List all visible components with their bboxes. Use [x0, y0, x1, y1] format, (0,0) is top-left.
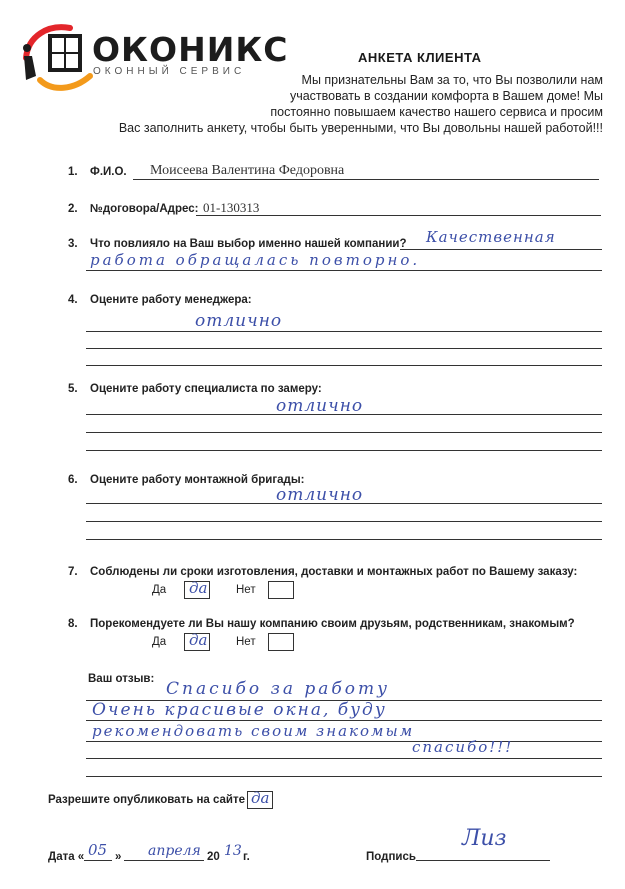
logo-mark-icon: [18, 18, 98, 93]
publish-mark: да: [251, 789, 270, 807]
brand-name: ОКОНИКС: [92, 30, 289, 69]
q3-answer-line-1[interactable]: Качественная: [426, 228, 556, 246]
q6-line-3: [86, 539, 602, 540]
date-year-prefix: 20: [207, 851, 220, 863]
brand-tagline: ОКОННЫЙ СЕРВИС: [93, 66, 246, 77]
q5-answer[interactable]: отлично: [276, 396, 364, 416]
q4-line-3: [86, 365, 602, 366]
q4-answer[interactable]: отлично: [195, 311, 283, 331]
question-1-label: Ф.И.О.: [90, 166, 127, 178]
q8-no-checkbox[interactable]: [268, 633, 294, 651]
q7-yes-label: Да: [152, 584, 167, 596]
question-8-number: 8.: [68, 618, 78, 630]
q3-answer-line-2[interactable]: работа обращалась повторно.: [90, 251, 421, 269]
question-3: [68, 238, 407, 250]
q7-no-checkbox[interactable]: [268, 581, 294, 599]
q8-yes-label: Да: [152, 636, 167, 648]
intro-line-4: Вас заполнить анкету, чтобы быть уверенными, что Вы довольны нашей работой!!!: [118, 121, 603, 135]
q8-no-label: Нет: [236, 636, 256, 648]
q4-line-2: [86, 348, 602, 349]
date-field: [48, 851, 84, 863]
q6-line-2: [86, 521, 602, 522]
form-title: АНКЕТА КЛИЕНТА: [358, 50, 482, 65]
question-2: [68, 203, 198, 215]
intro-line-3: постоянно повышаем качество нашего сервиса и просим: [270, 105, 603, 119]
contract-value[interactable]: 01-130313: [203, 200, 260, 215]
question-6-number: 6.: [68, 474, 78, 486]
review-label: Ваш отзыв:: [88, 673, 155, 685]
question-1-number: 1.: [68, 166, 78, 178]
q5-line-3: [86, 450, 602, 451]
review-rule-2: [86, 720, 602, 721]
question-3-number: 3.: [68, 238, 78, 250]
date-month-line: [124, 860, 204, 861]
signature-mark[interactable]: Лиз: [462, 826, 507, 851]
signature-label: Подпись: [366, 851, 416, 863]
review-line-3[interactable]: рекомендовать своим знакомым: [92, 722, 415, 740]
review-rule-4: [86, 758, 602, 759]
question-7-label: Соблюдены ли сроки изготовления, доставки и монтажных работ по Вашему заказу:: [90, 566, 578, 578]
date-suffix: г.: [243, 851, 250, 863]
question-4-number: 4.: [68, 294, 78, 306]
question-4-label: Оцените работу менеджера:: [90, 294, 252, 306]
review-rule-5: [86, 776, 602, 777]
date-day-line: [84, 860, 112, 861]
full-name-line: [133, 179, 599, 180]
q8-yes-mark: да: [189, 631, 208, 649]
question-7: [68, 566, 577, 578]
review-line-1[interactable]: Спасибо за работу: [166, 679, 390, 699]
review-line-4[interactable]: спасибо!!!: [412, 738, 514, 756]
q5-line-1: [86, 414, 602, 415]
question-5: [68, 383, 322, 395]
question-4: [68, 294, 252, 306]
question-8: [68, 618, 575, 630]
publish-label: Разрешите опубликовать на сайте: [48, 794, 246, 806]
q7-yes-mark: да: [189, 579, 208, 597]
q4-line-1: [86, 331, 602, 332]
review-rule-3: [86, 741, 602, 742]
question-6: [68, 474, 305, 486]
question-5-number: 5.: [68, 383, 78, 395]
question-8-label: Порекомендуете ли Вы нашу компанию своим друзьям, родственникам, знакомым?: [90, 618, 575, 630]
full-name-value[interactable]: Моисеева Валентина Федоровна: [150, 163, 345, 178]
q6-answer[interactable]: отлично: [276, 485, 364, 505]
q7-no-label: Нет: [236, 584, 256, 596]
intro-line-1: Мы признательны Вам за то, что Вы позволили нам: [301, 73, 603, 87]
signature-line: [416, 860, 550, 861]
question-6-label: Оцените работу монтажной бригады:: [90, 474, 305, 486]
contract-line: [196, 215, 601, 216]
q5-line-2: [86, 432, 602, 433]
intro-line-2: участвовать в создании комфорта в Вашем доме! Мы: [289, 89, 603, 103]
q6-line-1: [86, 503, 602, 504]
q3-line-1: [400, 249, 602, 250]
date-mid: »: [115, 851, 122, 863]
review-line-2[interactable]: Очень красивые окна, буду: [92, 700, 387, 720]
question-3-label: Что повлияло на Ваш выбор именно нашей компании?: [90, 238, 407, 250]
date-month[interactable]: апреля: [148, 843, 201, 859]
question-2-number: 2.: [68, 203, 78, 215]
question-7-number: 7.: [68, 566, 78, 578]
date-day[interactable]: 05: [88, 841, 108, 859]
question-1: [68, 166, 127, 178]
date-year[interactable]: 13: [224, 843, 242, 859]
question-5-label: Оцените работу специалиста по замеру:: [90, 383, 322, 395]
question-2-label: №договора/Адрес:: [90, 203, 199, 215]
q3-line-2: [86, 270, 602, 271]
date-prefix: Дата «: [48, 851, 85, 863]
